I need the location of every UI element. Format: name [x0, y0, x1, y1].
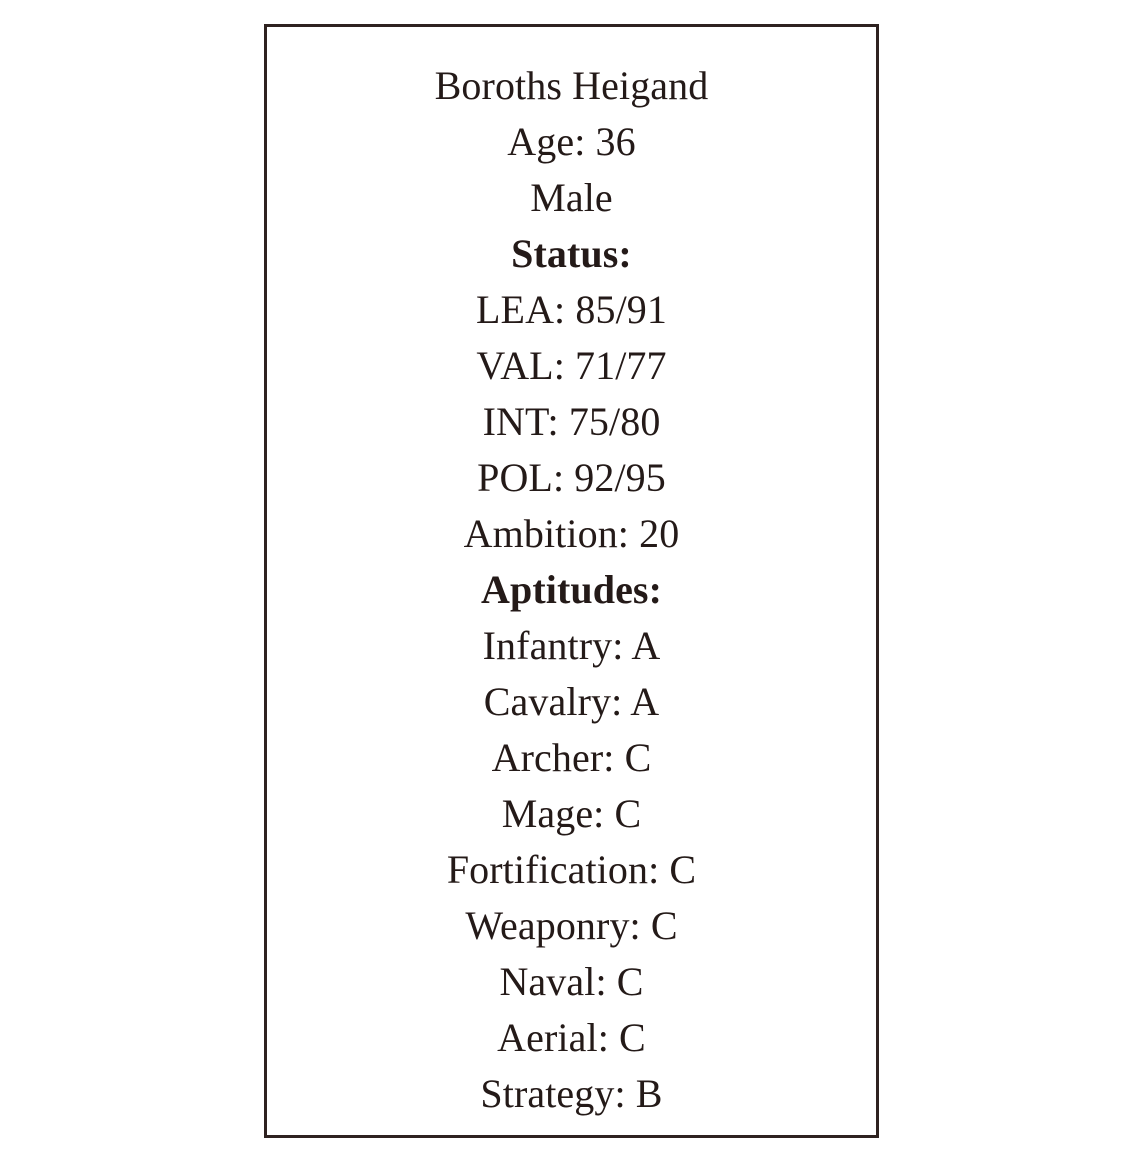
aptitude-archer: Archer: C — [491, 735, 652, 780]
status-stat-lea: LEA: 85/91 — [476, 287, 667, 332]
aptitude-naval: Naval: C — [499, 959, 644, 1004]
aptitude-weaponry: Weaponry: C — [465, 903, 678, 948]
status-stat-pol: POL: 92/95 — [477, 455, 666, 500]
character-stat-list — [267, 58, 876, 1122]
character-name: Boroths Heigand — [434, 63, 709, 108]
aptitude-cavalry: Cavalry: A — [483, 679, 660, 724]
aptitudes-heading: Aptitudes: — [480, 567, 663, 612]
status-stat-int: INT: 75/80 — [482, 399, 661, 444]
character-stat-card — [264, 24, 879, 1138]
aptitude-fortification: Fortification: C — [446, 847, 697, 892]
status-heading: Status: — [511, 231, 632, 276]
aptitude-aerial: Aerial: C — [497, 1015, 646, 1060]
status-stat-val: VAL: 71/77 — [476, 343, 667, 388]
character-gender: Male — [530, 175, 613, 220]
status-stat-ambition: Ambition: 20 — [463, 511, 680, 556]
aptitude-mage: Mage: C — [501, 791, 642, 836]
character-age: Age: 36 — [507, 119, 636, 164]
aptitude-infantry: Infantry: A — [482, 623, 661, 668]
aptitude-strategy: Strategy: B — [480, 1071, 663, 1116]
